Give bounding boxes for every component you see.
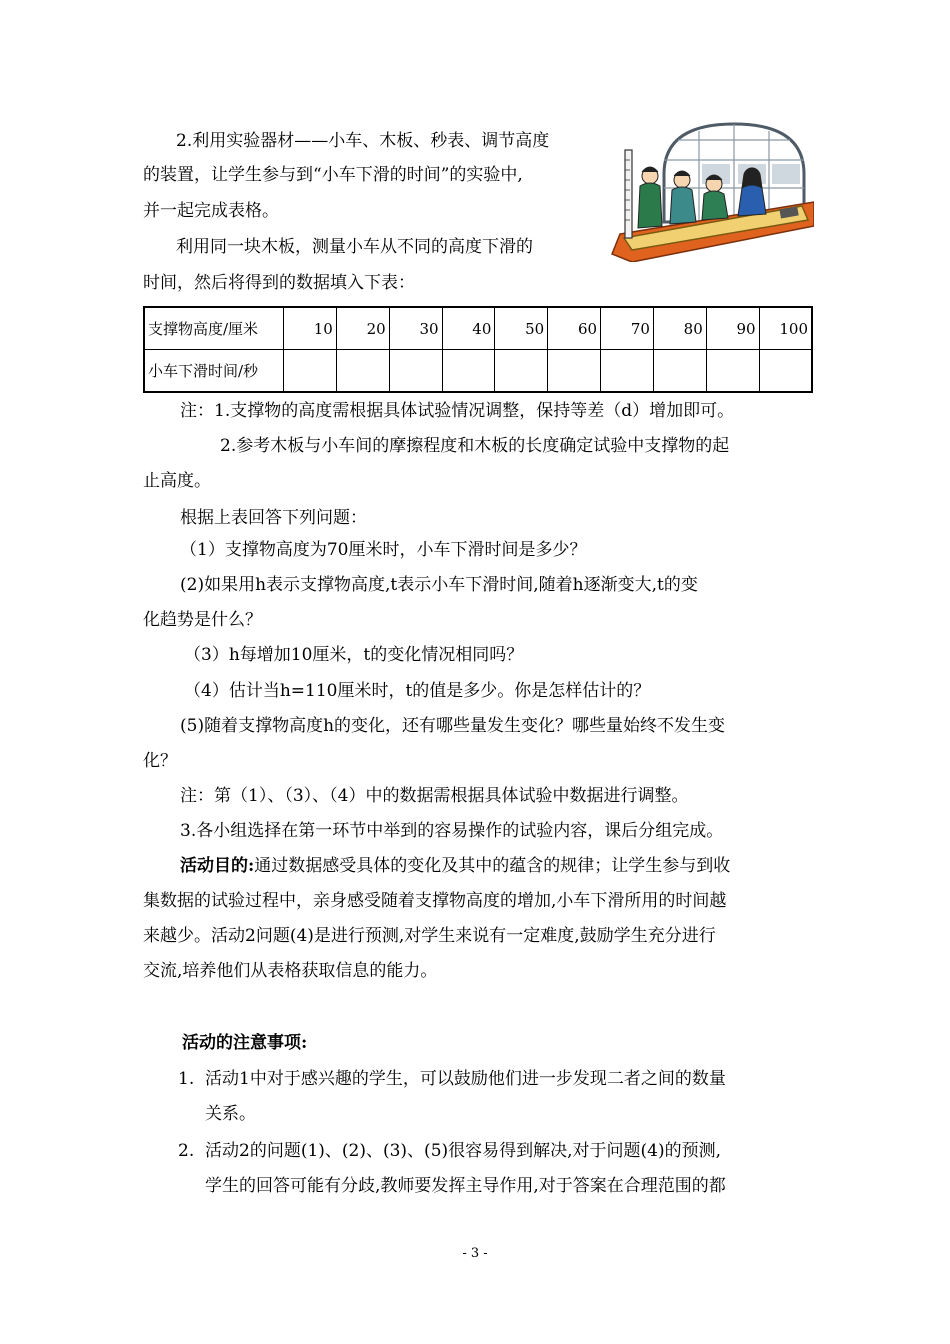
note-2-line2: 止高度。 — [143, 471, 211, 491]
list-number-2: 2. — [178, 1141, 195, 1161]
para-equipment-line3: 并一起完成表格。 — [143, 201, 279, 221]
table-row — [144, 350, 812, 393]
table-cell-height: 20 — [336, 307, 389, 350]
table-cell-empty — [653, 350, 706, 393]
table-cell-empty — [706, 350, 759, 393]
questions-intro: 根据上表回答下列问题： — [180, 508, 367, 528]
experiment-illustration — [602, 122, 814, 262]
para-same-board-line2: 时间，然后将得到的数据填入下表： — [143, 273, 415, 293]
question-2-line1: (2)如果用h表示支撑物高度,t表示小车下滑时间,随着h逐渐变大,t的变 — [180, 575, 698, 595]
table-cell-height: 10 — [284, 307, 337, 350]
list-number-1: 1. — [178, 1069, 195, 1089]
para-equipment-line1: 2.利用实验器材——小车、木板、秒表、调节高度 — [176, 131, 550, 151]
para-same-board-line1: 利用同一块木板，测量小车从不同的高度下滑的 — [176, 237, 533, 257]
data-table — [143, 306, 813, 393]
table-cell-empty — [389, 350, 442, 393]
para-equipment-line2: 的装置，让学生参与到“小车下滑的时间”的实验中, — [143, 165, 523, 185]
question-5-line1: (5)随着支撑物高度h的变化，还有哪些量发生变化？哪些量始终不发生变 — [180, 716, 726, 736]
table-cell-height: 70 — [601, 307, 654, 350]
question-5-line2: 化？ — [143, 751, 177, 771]
table-cell-height: 60 — [548, 307, 601, 350]
table-cell-height: 40 — [442, 307, 495, 350]
list-item-2-line2: 学生的回答可能有分歧,教师要发挥主导作用,对于答案在合理范围的都 — [205, 1176, 726, 1196]
row-label-time: 小车下滑时间/秒 — [144, 350, 284, 393]
attention-heading: 活动的注意事项: — [182, 1033, 308, 1053]
table-cell-height: 30 — [389, 307, 442, 350]
table-cell-empty — [284, 350, 337, 393]
question-4: （4）估计当h=110厘米时，t的值是多少。你是怎样估计的？ — [184, 681, 651, 701]
table-row — [144, 307, 812, 350]
page-number: - 3 - — [462, 1246, 488, 1261]
table-cell-height: 80 — [653, 307, 706, 350]
note-3: 注：第（1）、（3）、（4）中的数据需根据具体试验中数据进行调整。 — [180, 786, 689, 806]
question-2-line2: 化趋势是什么？ — [143, 610, 262, 630]
list-item-1-line1: 活动1中对于感兴趣的学生，可以鼓励他们进一步发现二者之间的数量 — [205, 1069, 726, 1089]
purpose-label: 活动目的: — [180, 856, 255, 876]
row-label-height: 支撑物高度/厘米 — [144, 307, 284, 350]
purpose-text: 通过数据感受具体的变化及其中的蕴含的规律；让学生参与到收 — [254, 856, 731, 876]
table-cell-empty — [548, 350, 601, 393]
list-item-1-line2: 关系。 — [205, 1104, 256, 1124]
table-cell-empty — [759, 350, 812, 393]
question-1: （1）支撑物高度为70厘米时，小车下滑时间是多少？ — [180, 540, 587, 560]
table-cell-empty — [442, 350, 495, 393]
purpose-line1 — [180, 849, 730, 883]
item-3: 3.各小组选择在第一环节中举到的容易操作的试验内容，课后分组完成。 — [180, 821, 724, 841]
table-cell-height: 90 — [706, 307, 759, 350]
table-cell-empty — [336, 350, 389, 393]
list-item-2-line1: 活动2的问题(1)、(2)、(3)、(5)很容易得到解决,对于问题(4)的预测, — [205, 1141, 722, 1161]
note-2-line1: 2.参考木板与小车间的摩擦程度和木板的长度确定试验中支撑物的起 — [220, 436, 730, 456]
purpose-line4: 交流,培养他们从表格获取信息的能力。 — [143, 961, 438, 981]
table-cell-empty — [495, 350, 548, 393]
table-cell-height: 100 — [759, 307, 812, 350]
table-cell-height: 50 — [495, 307, 548, 350]
question-3: （3）h每增加10厘米，t的变化情况相同吗？ — [184, 645, 524, 665]
table-cell-empty — [601, 350, 654, 393]
purpose-line3: 来越少。活动2问题(4)是进行预测,对学生来说有一定难度,鼓励学生充分进行 — [143, 926, 716, 946]
note-1: 注：1.支撑物的高度需根据具体试验情况调整，保持等差（d）增加即可。 — [180, 401, 735, 421]
purpose-line2: 集数据的试验过程中，亲身感受随着支撑物高度的增加,小车下滑所用的时间越 — [143, 891, 727, 911]
